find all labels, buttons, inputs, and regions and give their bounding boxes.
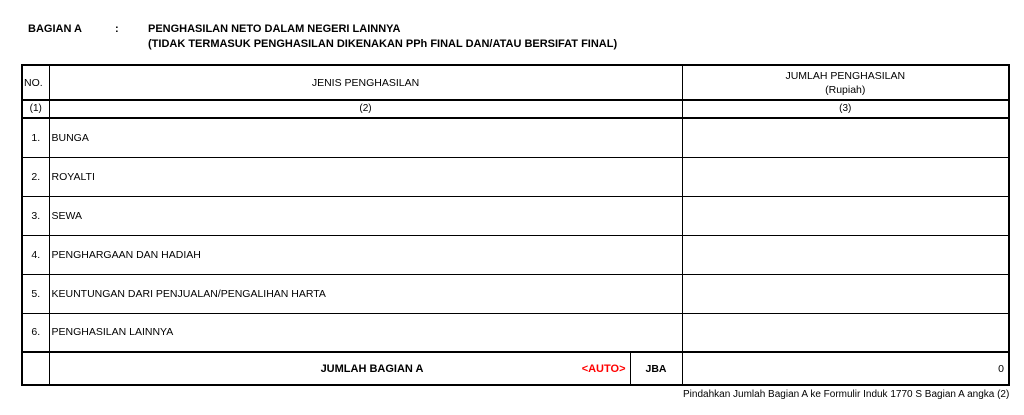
col-ref-jumlah: (3) xyxy=(682,100,1009,118)
total-row xyxy=(22,352,1009,385)
total-amount-value: 0 xyxy=(682,352,1009,385)
row-number: 5. xyxy=(22,274,49,313)
section-title xyxy=(148,22,617,52)
row-label: KEUNTUNGAN DARI PENJUALAN/PENGALIHAN HARTA xyxy=(49,274,682,313)
table-row xyxy=(22,157,1009,196)
row-label: ROYALTI xyxy=(49,157,682,196)
section-title-line2: (TIDAK TERMASUK PENGHASILAN DIKENAKAN PPh FINAL DAN/ATAU BERSIFAT FINAL) xyxy=(148,38,618,50)
bagian-a-table xyxy=(21,64,1010,386)
amount-field[interactable] xyxy=(682,196,1009,235)
footnote: Pindahkan Jumlah Bagian A ke Formulir Induk 1770 S Bagian A angka (2) xyxy=(683,389,1010,400)
section-label: BAGIAN A xyxy=(28,23,82,35)
row-number: 6. xyxy=(22,313,49,352)
row-label: SEWA xyxy=(49,196,682,235)
table-row xyxy=(22,118,1009,157)
row-number: 3. xyxy=(22,196,49,235)
row-number: 1. xyxy=(22,118,49,157)
total-label-cell xyxy=(49,352,630,385)
col-header-no: NO. xyxy=(22,65,49,100)
table-row xyxy=(22,235,1009,274)
column-ref-row xyxy=(22,100,1009,118)
amount-field[interactable] xyxy=(682,313,1009,352)
col-header-jumlah-line1: JUMLAH PENGHASILAN xyxy=(785,69,906,82)
auto-tag: <AUTO> xyxy=(581,362,626,375)
row-number: 4. xyxy=(22,235,49,274)
col-header-jumlah xyxy=(682,65,1009,100)
amount-field[interactable] xyxy=(682,157,1009,196)
col-header-jumlah-line2: (Rupiah) xyxy=(825,83,866,96)
col-ref-jenis: (2) xyxy=(49,100,682,118)
total-no-cell xyxy=(22,352,49,385)
amount-field[interactable] xyxy=(682,274,1009,313)
table-row xyxy=(22,313,1009,352)
row-label: BUNGA xyxy=(49,118,682,157)
section-header xyxy=(28,22,617,52)
table-row xyxy=(22,274,1009,313)
section-title-line1: PENGHASILAN NETO DALAM NEGERI LAINNYA xyxy=(148,23,401,35)
col-header-jenis: JENIS PENGHASILAN xyxy=(49,65,682,100)
row-label: PENGHARGAAN DAN HADIAH xyxy=(49,235,682,274)
total-code: JBA xyxy=(630,352,682,385)
col-ref-no: (1) xyxy=(22,100,49,118)
row-number: 2. xyxy=(22,157,49,196)
table-header-row xyxy=(22,65,1009,100)
amount-field[interactable] xyxy=(682,118,1009,157)
amount-field[interactable] xyxy=(682,235,1009,274)
total-label: JUMLAH BAGIAN A xyxy=(320,362,424,375)
section-separator: : xyxy=(115,23,119,35)
table-row xyxy=(22,196,1009,235)
row-label: PENGHASILAN LAINNYA xyxy=(49,313,682,352)
